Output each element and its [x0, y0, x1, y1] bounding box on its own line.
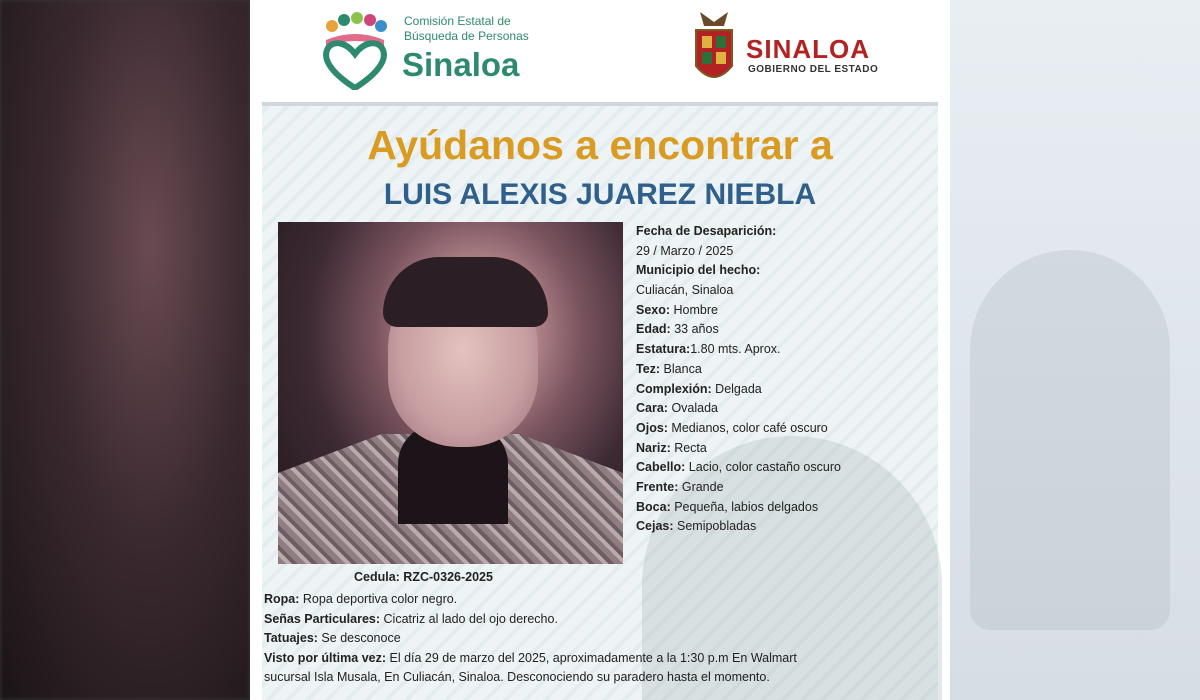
poster-header	[250, 0, 950, 106]
ropa-label: Ropa:	[264, 592, 300, 606]
cara-value: Ovalada	[667, 401, 718, 416]
senas-label: Señas Particulares:	[264, 611, 381, 626]
edad-row	[636, 320, 936, 340]
cedula: Cedula: RZC-0326-2025	[354, 570, 493, 584]
estatura-value: 1.80 mts. Aprox.	[690, 342, 781, 357]
ropa-value: Ropa deportiva color negro.	[299, 592, 458, 606]
visto-label: Visto por última vez:	[264, 650, 387, 665]
cara-row	[636, 399, 936, 419]
cejas-value: Semipobladas	[673, 519, 757, 534]
cara-label: Cara:	[636, 401, 668, 416]
visto-value: El día 29 de marzo del 2025, aproximadamente a la 1:30 p.m En Walmart	[386, 650, 797, 665]
ojos-row	[636, 419, 936, 439]
tez-value: Blanca	[660, 361, 702, 376]
additional-details	[264, 590, 944, 688]
photo-hair	[383, 257, 548, 327]
physical-details	[636, 222, 936, 537]
person-photo	[278, 222, 623, 564]
boca-value: Pequeña, labios delgados	[670, 499, 819, 514]
blurred-background-left	[0, 0, 250, 700]
cejas-label: Cejas:	[636, 519, 674, 534]
nariz-label: Nariz:	[636, 440, 671, 455]
tatuajes-value: Se desconoce	[317, 631, 401, 645]
sinaloa-title: SINALOA	[746, 34, 870, 64]
blurred-background-right	[950, 0, 1200, 700]
tatuajes-row	[264, 629, 944, 649]
ojos-label: Ojos:	[636, 420, 668, 435]
nariz-value: Recta	[670, 440, 707, 455]
tatuajes-label: Tatuajes:	[264, 631, 318, 645]
cebp-sinaloa: Sinaloa	[402, 46, 520, 83]
senas-row	[264, 610, 944, 630]
missing-person-poster	[250, 0, 950, 700]
ojos-value: Medianos, color café oscuro	[667, 420, 828, 435]
cebp-name	[404, 14, 529, 44]
cejas-row	[636, 517, 936, 537]
cabello-label: Cabello:	[636, 460, 686, 475]
nariz-row	[636, 439, 936, 459]
frente-value: Grande	[678, 479, 724, 494]
cabello-value: Lacio, color castaño oscuro	[685, 460, 841, 475]
municipio-value: Culiacán, Sinaloa	[636, 283, 734, 298]
sinaloa-shield-icon	[690, 8, 738, 90]
visto-row	[264, 649, 944, 669]
gobierno-del-estado: GOBIERNO DEL ESTADO	[748, 64, 879, 75]
visto-line2: sucursal Isla Musala, En Culiacán, Sinaloa. Desconociendo su paradero hasta el momento.	[264, 670, 770, 684]
tez-label: Tez:	[636, 361, 661, 376]
tez-row	[636, 360, 936, 380]
estatura-row	[636, 340, 936, 360]
complexion-label: Complexión:	[636, 381, 712, 396]
ropa-row	[264, 590, 944, 610]
complexion-value: Delgada	[711, 381, 762, 396]
sexo-value: Hombre	[670, 302, 718, 317]
boca-label: Boca:	[636, 499, 671, 514]
cabello-row	[636, 458, 936, 478]
person-name: LUIS ALEXIS JUAREZ NIEBLA	[383, 178, 817, 211]
cebp-logo-icon	[320, 10, 390, 90]
sexo-row	[636, 301, 936, 321]
boca-row	[636, 498, 936, 518]
cebp-line2: Búsqueda de Personas	[404, 29, 529, 43]
frente-row	[636, 478, 936, 498]
fecha-value: 29 / Marzo / 2025	[636, 243, 734, 258]
frente-label: Frente:	[636, 479, 679, 494]
municipio-label: Municipio del hecho:	[636, 263, 761, 278]
cebp-line1: Comisión Estatal de	[404, 14, 511, 28]
estatura-label: Estatura:	[636, 342, 691, 357]
fecha-label: Fecha de Desaparición:	[636, 224, 777, 238]
sexo-label: Sexo:	[636, 302, 671, 317]
complexion-row	[636, 380, 936, 400]
senas-value: Cicatriz al lado del ojo derecho.	[380, 611, 558, 626]
headline: Ayúdanos a encontrar a	[367, 122, 833, 168]
edad-label: Edad:	[636, 322, 671, 337]
edad-value: 33 años	[670, 322, 719, 337]
